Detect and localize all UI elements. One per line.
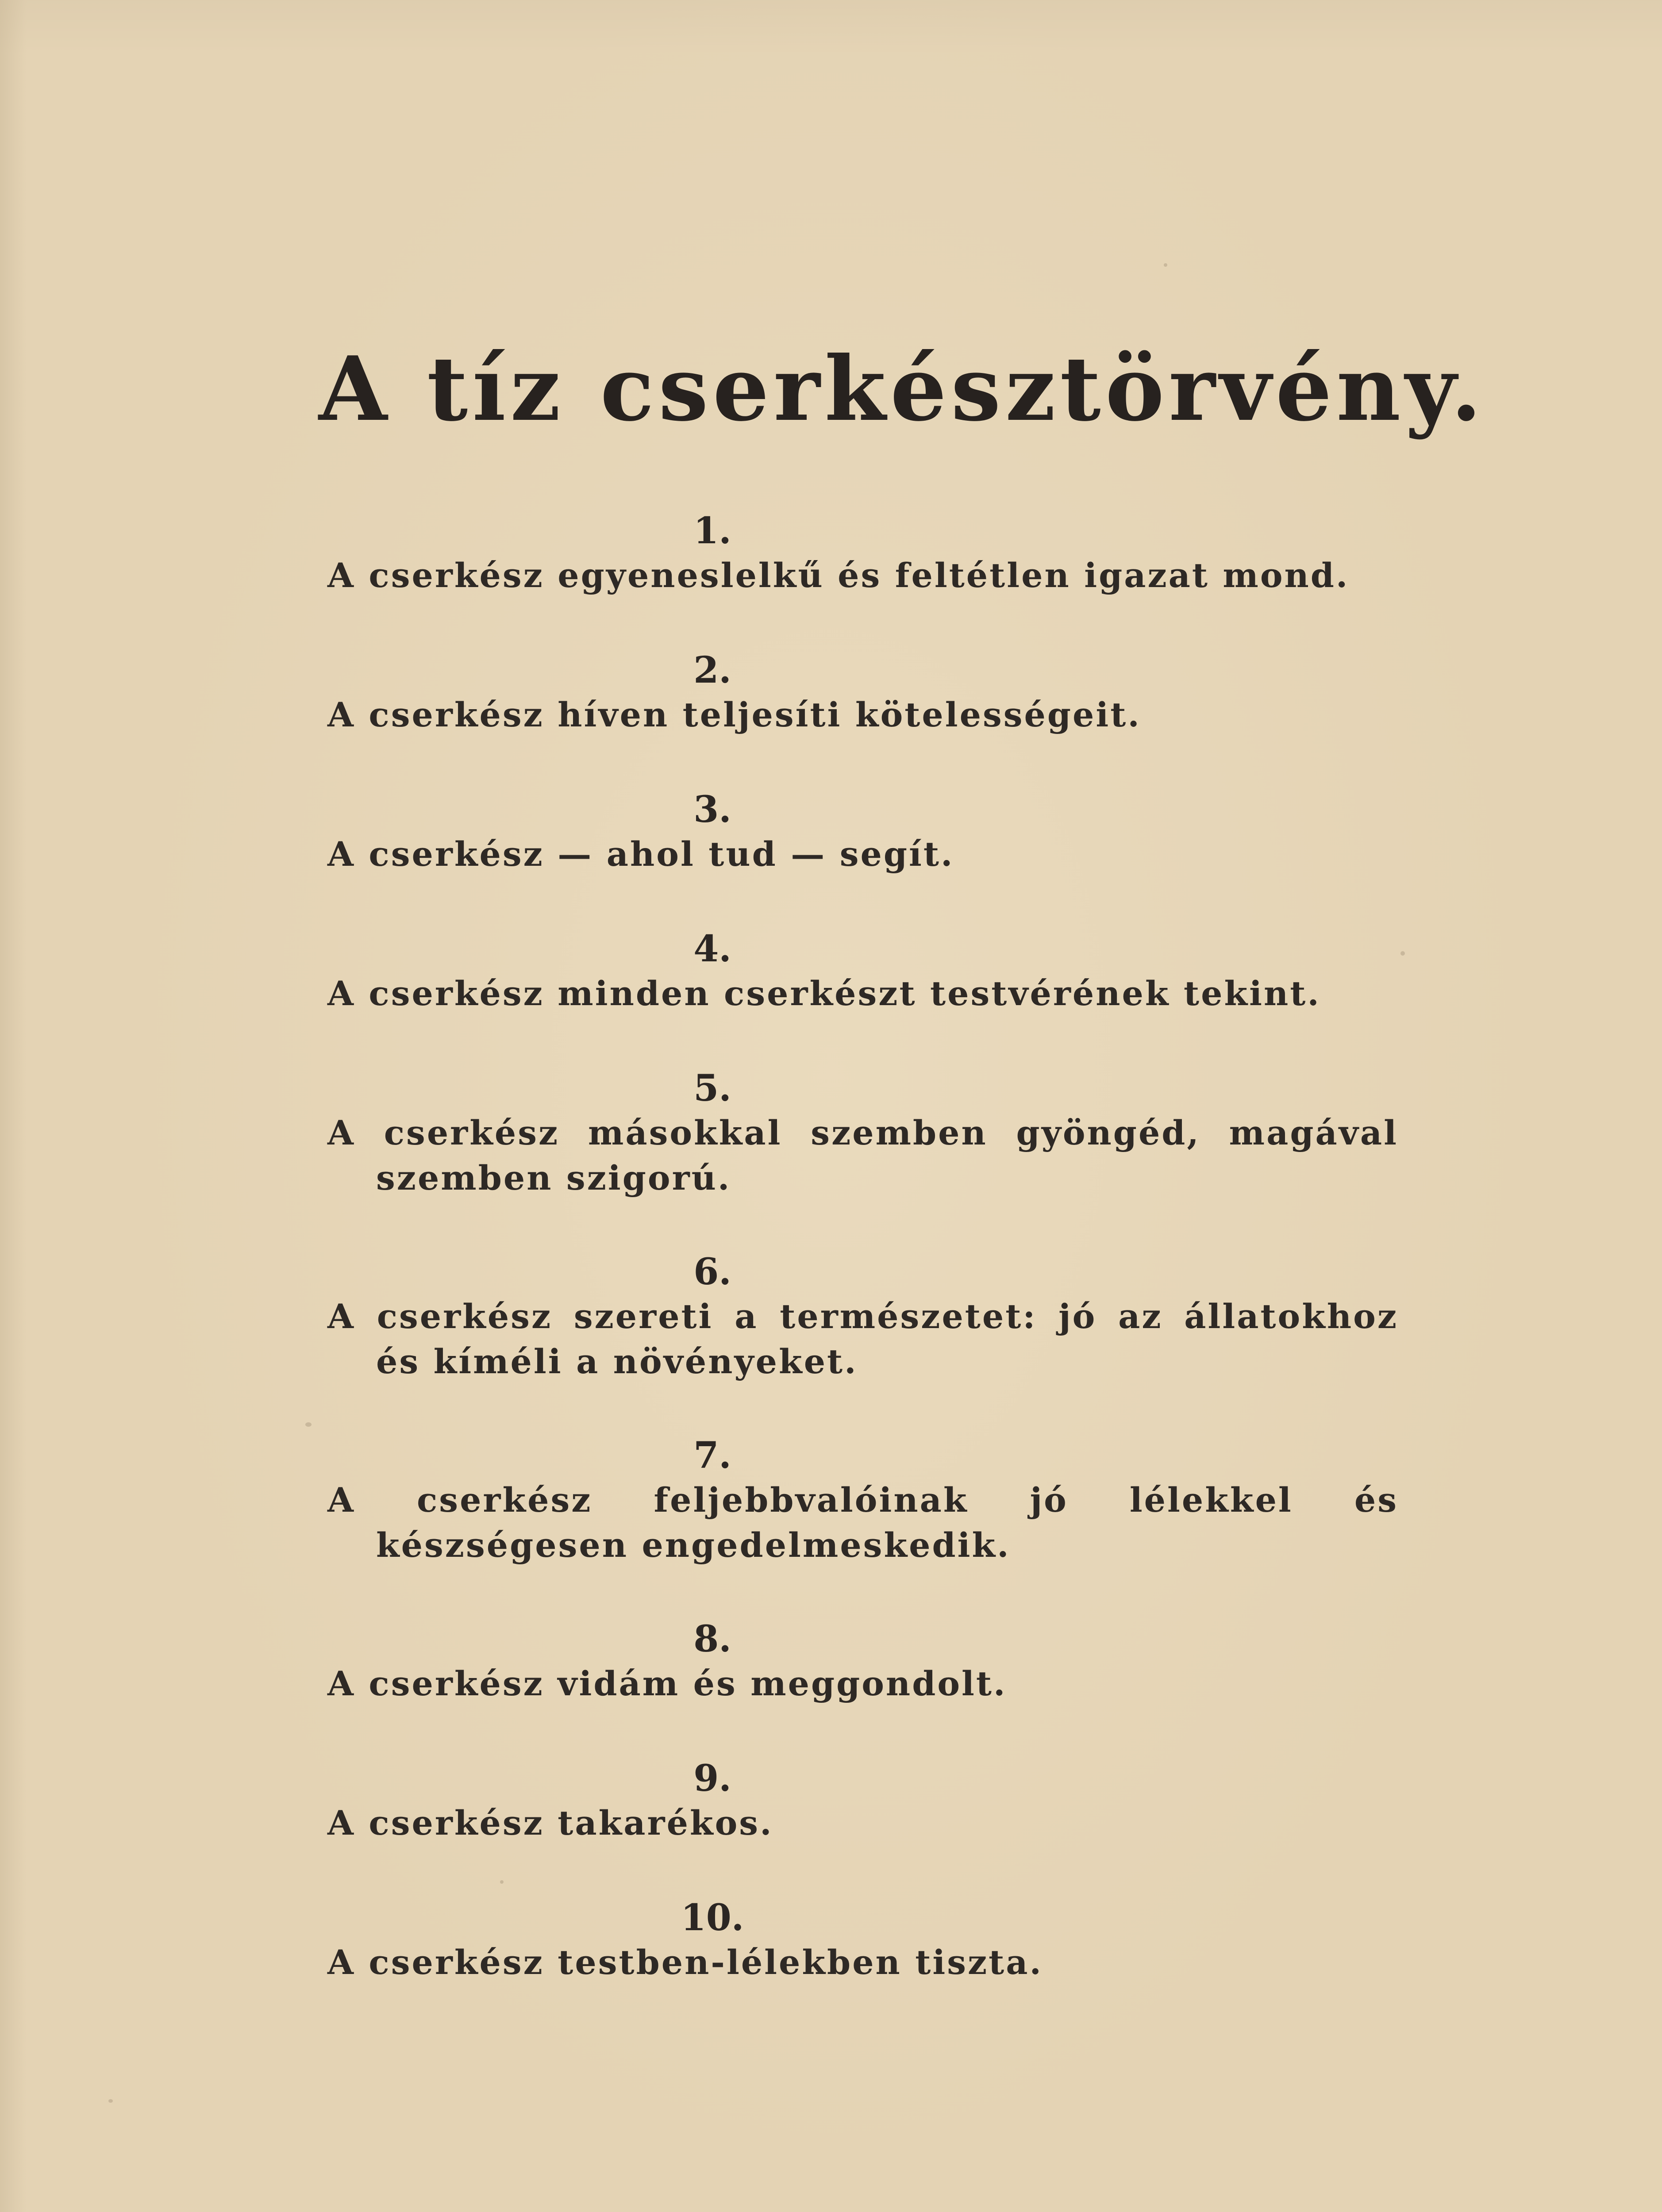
- law-10: [327, 1896, 1398, 1985]
- law-3: [327, 787, 1398, 877]
- law-number: 2.: [693, 649, 731, 691]
- law-9: [327, 1756, 1398, 1846]
- law-5: [327, 1066, 1398, 1201]
- law-text: A cserkész egyeneslelkű és feltétlen igazat mond.: [327, 556, 1350, 595]
- law-number: 10.: [681, 1897, 744, 1939]
- law-number: 5.: [693, 1067, 731, 1110]
- law-number: 1.: [693, 510, 731, 552]
- law-text: A cserkész vidám és meggondolt.: [327, 1664, 1007, 1703]
- law-text: A cserkész híven teljesíti kötelességeit.: [327, 695, 1141, 734]
- paper-speck: [500, 1880, 504, 1884]
- law-4: [327, 927, 1398, 1016]
- law-2: [327, 648, 1398, 737]
- law-number: 7.: [693, 1434, 731, 1477]
- law-text: A cserkész takarékos.: [327, 1803, 773, 1843]
- law-number: 8.: [693, 1618, 731, 1660]
- law-text: A cserkész másokkal szemben gyöngéd, magával szemben szigorú.: [327, 1113, 1398, 1198]
- law-text: A cserkész feljebbvalóinak jó lélekkel és készségesen engedelmeskedik.: [327, 1480, 1398, 1565]
- law-8: [327, 1617, 1398, 1706]
- paper-speck: [1400, 951, 1405, 956]
- law-text: A cserkész szereti a természetet: jó az állatokhoz és kíméli a növényeket.: [327, 1297, 1398, 1381]
- law-number: 9.: [693, 1757, 731, 1800]
- page-title: A tíz cserkésztörvény.: [319, 337, 1486, 441]
- law-text: A cserkész — ahol tud — segít.: [327, 834, 954, 874]
- law-7: [327, 1433, 1398, 1568]
- law-text: A cserkész minden cserkészt testvérének tekint.: [327, 974, 1321, 1013]
- paper-speck: [108, 2099, 113, 2103]
- law-1: [327, 509, 1398, 598]
- law-number: 4.: [693, 928, 731, 970]
- law-text: A cserkész testben-lélekben tiszta.: [327, 1943, 1043, 1982]
- law-6: [327, 1250, 1398, 1384]
- law-number: 3.: [693, 788, 731, 831]
- paper-speck: [305, 1422, 312, 1427]
- paper-speck: [1164, 263, 1167, 267]
- law-number: 6.: [693, 1251, 731, 1293]
